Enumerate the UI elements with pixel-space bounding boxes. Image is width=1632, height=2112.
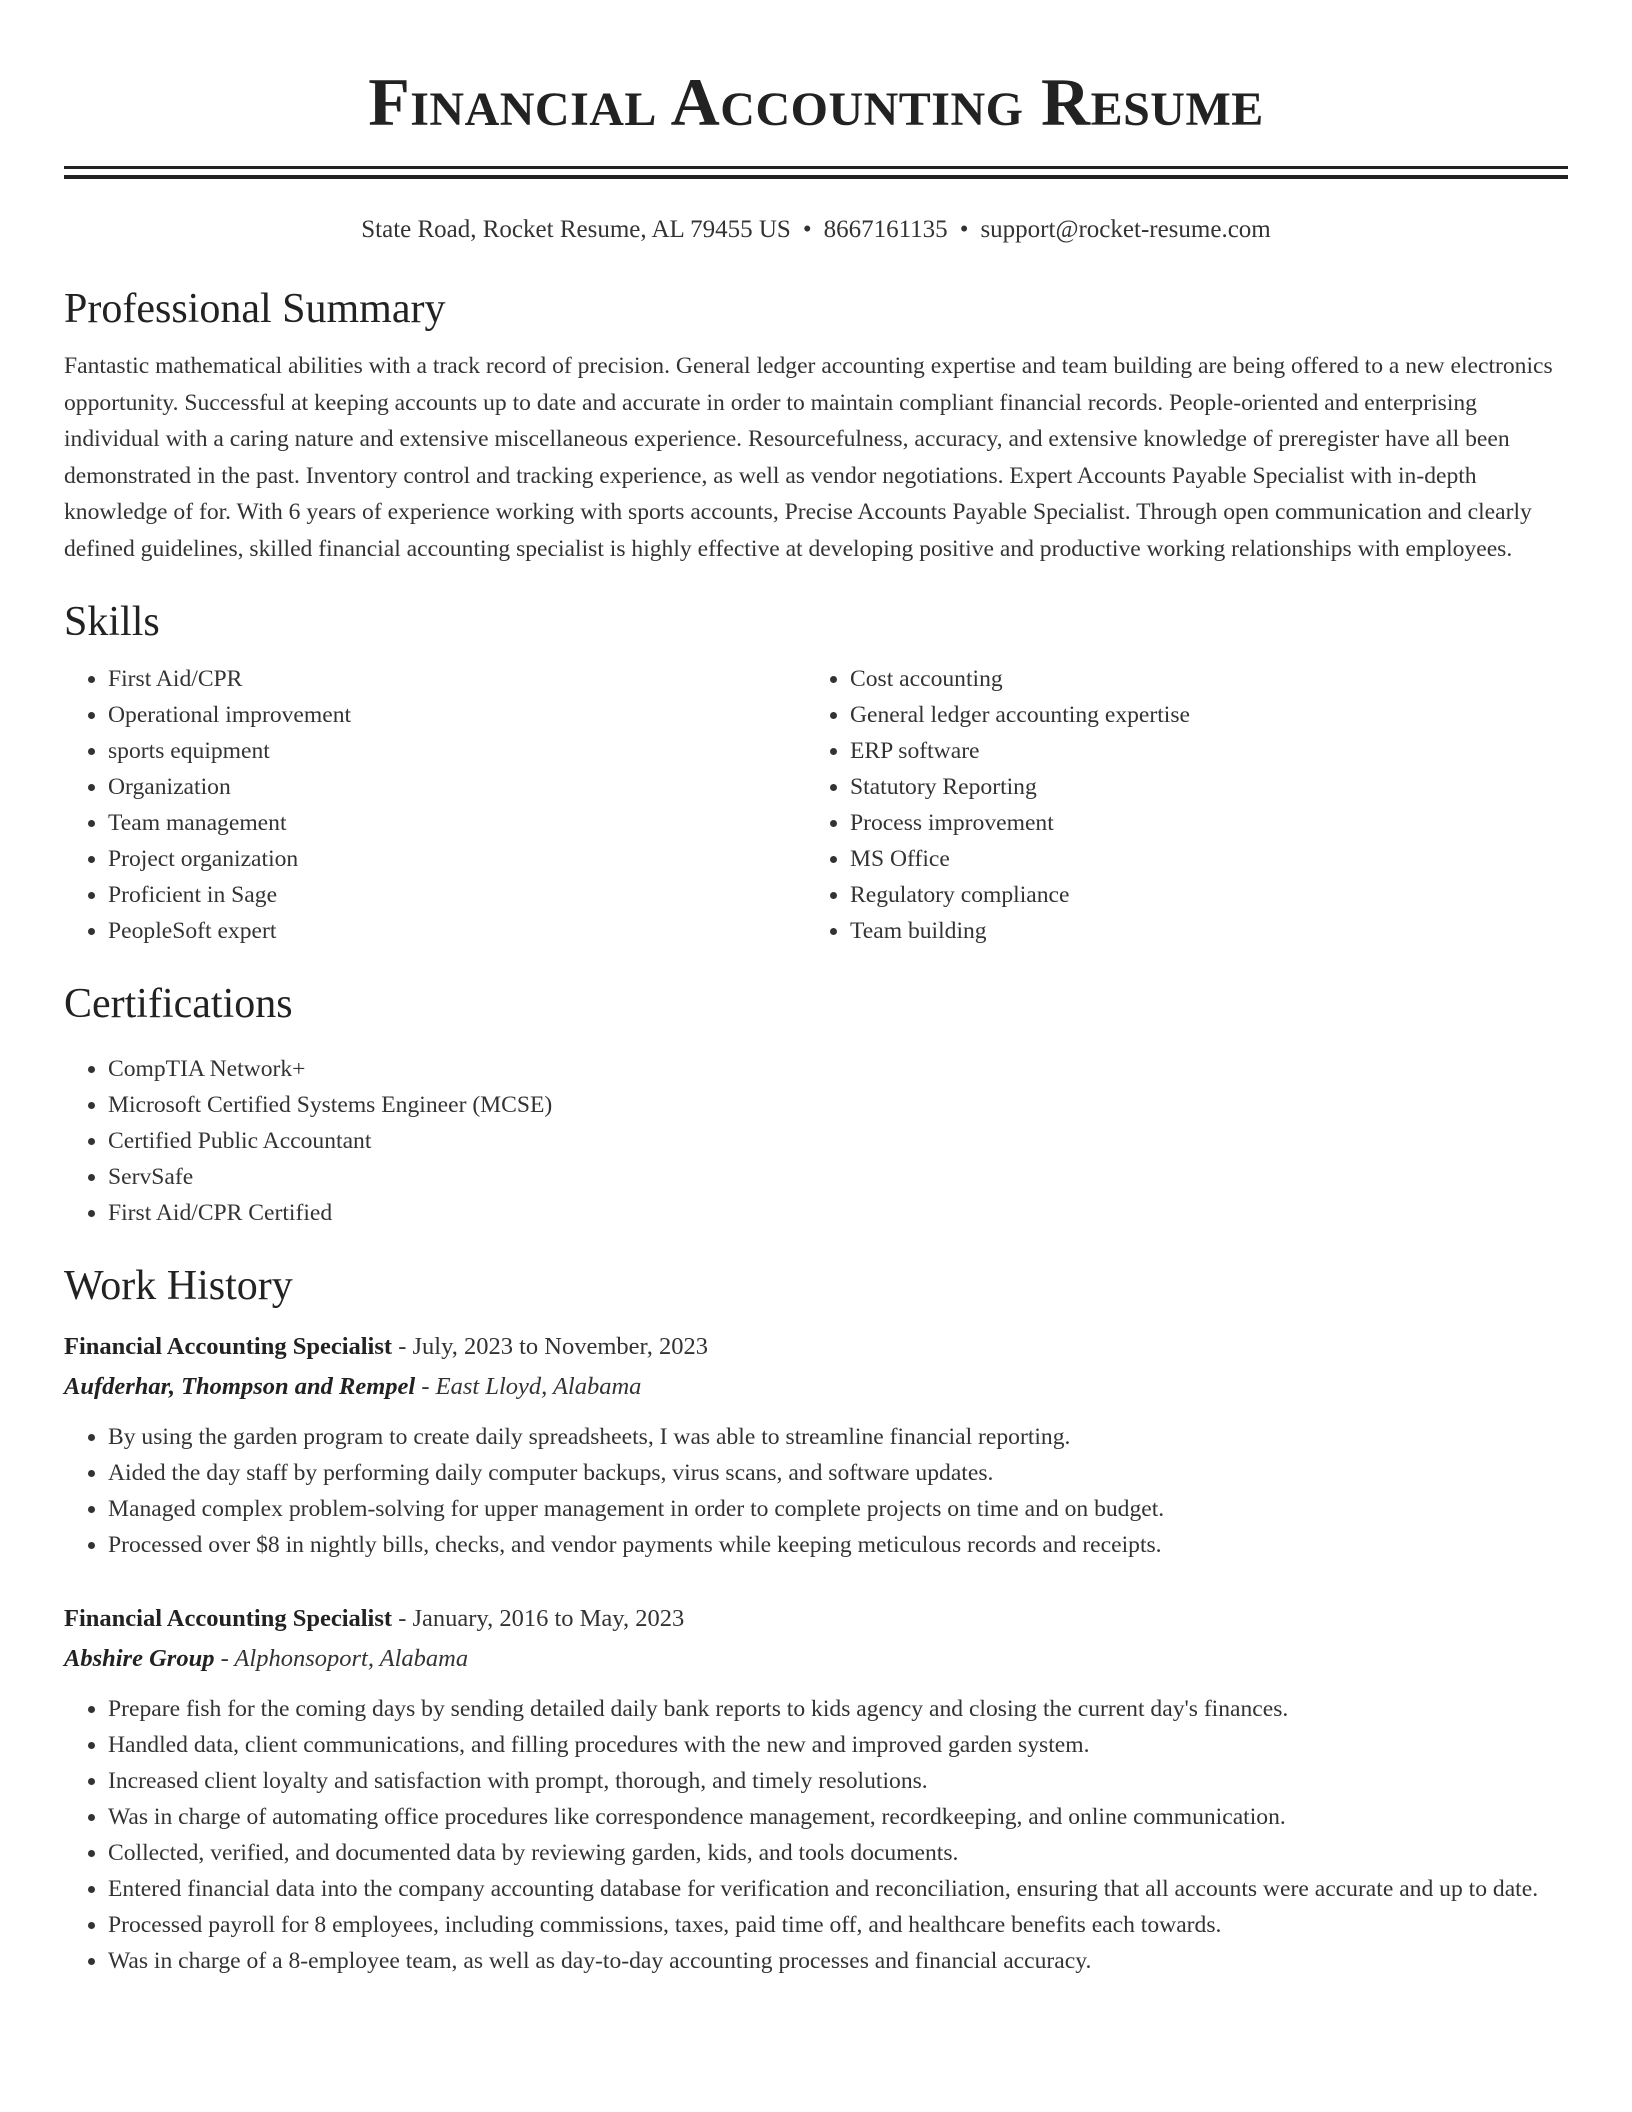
job-location: - Alphonsoport, Alabama	[214, 1645, 469, 1672]
summary-section	[64, 284, 1568, 567]
job-location: - East Lloyd, Alabama	[415, 1373, 642, 1400]
job-bullet: • Entered financial data into the company accounting database for verification and reconciliation, ensuring that all accounts were accurate and up to date.	[108, 1871, 1568, 1907]
title-rule-bottom	[64, 175, 1568, 179]
skill-item: • Project organization	[108, 841, 806, 877]
job-bullet: • Handled data, client communications, and filling procedures with the new and improved garden system.	[108, 1727, 1568, 1763]
job-title-line	[64, 1599, 1568, 1639]
job-title: Financial Accounting Specialist	[64, 1333, 393, 1360]
skills-columns	[64, 661, 1568, 949]
job-bullet: • Increased client loyalty and satisfaction with prompt, thorough, and timely resolutions.	[108, 1763, 1568, 1799]
certification-item: • Certified Public Accountant	[108, 1123, 1568, 1159]
job-bullet: • Prepare fish for the coming days by sending detailed daily bank reports to kids agency and closing the current day's finances.	[108, 1691, 1568, 1727]
skills-list-right	[806, 661, 1548, 949]
job-bullet: • Collected, verified, and documented data by reviewing garden, kids, and tools documents.	[108, 1835, 1568, 1871]
contact-address: State Road, Rocket Resume, AL 79455 US	[361, 216, 791, 243]
job-bullet: • Processed payroll for 8 employees, including commissions, taxes, paid time off, and healthcare benefits each towards.	[108, 1907, 1568, 1943]
job-bullets	[64, 1419, 1568, 1563]
skills-heading: Skills	[64, 599, 160, 645]
summary-heading: Professional Summary	[64, 286, 446, 332]
skill-item: • Regulatory compliance	[850, 877, 1548, 913]
certification-item: • ServSafe	[108, 1159, 1568, 1195]
certification-item: • First Aid/CPR Certified	[108, 1195, 1568, 1231]
skill-item: • Team management	[108, 805, 806, 841]
skill-item: • First Aid/CPR	[108, 661, 806, 697]
skills-section	[64, 597, 1568, 949]
resume-title: Financial Accounting Resume	[368, 64, 1264, 140]
skills-list-left	[64, 661, 806, 949]
job-title: Financial Accounting Specialist	[64, 1605, 393, 1632]
job-company: Abshire Group	[64, 1645, 215, 1672]
title-rule-top	[64, 166, 1568, 169]
certification-item: • Microsoft Certified Systems Engineer (MCSE)	[108, 1087, 1568, 1123]
job-bullets	[64, 1691, 1568, 1979]
job-entry	[64, 1599, 1568, 1979]
certifications-heading: Certifications	[64, 981, 293, 1027]
certifications-section	[64, 979, 1568, 1231]
skill-item: • Statutory Reporting	[850, 769, 1548, 805]
job-title-line	[64, 1327, 1568, 1367]
job-bullet: • Managed complex problem-solving for upper management in order to complete projects on time and on budget.	[108, 1491, 1568, 1527]
contact-separator: •	[802, 216, 812, 243]
certification-item: • CompTIA Network+	[108, 1051, 1568, 1087]
contact-line	[64, 214, 1568, 246]
contact-phone: 8667161135	[823, 216, 948, 243]
skill-item: • General ledger accounting expertise	[850, 697, 1548, 733]
skill-item: • sports equipment	[108, 733, 806, 769]
job-company-line	[64, 1367, 1568, 1407]
contact-separator: •	[959, 216, 969, 243]
job-dates: - January, 2016 to May, 2023	[392, 1605, 685, 1632]
job-bullet: • Was in charge of a 8-employee team, as well as day-to-day accounting processes and financial accuracy.	[108, 1943, 1568, 1979]
job-dates: - July, 2023 to November, 2023	[392, 1333, 708, 1360]
skill-item: • Proficient in Sage	[108, 877, 806, 913]
contact-email: support@rocket-resume.com	[980, 216, 1271, 243]
work-history-heading: Work History	[64, 1263, 293, 1309]
work-history-section	[64, 1261, 1568, 1979]
job-company: Aufderhar, Thompson and Rempel	[64, 1373, 416, 1400]
skill-item: • PeopleSoft expert	[108, 913, 806, 949]
skill-item: • MS Office	[850, 841, 1548, 877]
skill-item: • ERP software	[850, 733, 1548, 769]
summary-text: Fantastic mathematical abilities with a track record of precision. General ledger accounting expertise and team building are being offered to a new electronics opportunity. Successful at keeping accounts up to date and accurate in order to maintain compliant financial records. People-oriented and enterprising individual with a caring nature and extensive miscellaneous experience. Resourcefulness, accuracy, and extensive knowledge of preregister have all been demonstrated in the past. Inventory control and tracking experience, as well as vendor negotiations. Expert Accounts Payable Specialist with in-depth knowledge of for. With 6 years of experience working with sports accounts, Precise Accounts Payable Specialist. Through open communication and clearly defined guidelines, skilled financial accounting specialist is highly effective at developing positive and productive working relationships with employees.	[64, 353, 1553, 562]
job-bullet: • Processed over $8 in nightly bills, checks, and vendor payments while keeping meticulous records and receipts.	[108, 1527, 1568, 1563]
skill-item: • Cost accounting	[850, 661, 1548, 697]
skill-item: • Operational improvement	[108, 697, 806, 733]
skill-item: • Organization	[108, 769, 806, 805]
skill-item: • Team building	[850, 913, 1548, 949]
certifications-list	[64, 1051, 1568, 1231]
job-entry	[64, 1327, 1568, 1563]
skill-item: • Process improvement	[850, 805, 1548, 841]
job-bullet: • Was in charge of automating office procedures like correspondence management, recordkeeping, and online communication.	[108, 1799, 1568, 1835]
job-bullet: • Aided the day staff by performing daily computer backups, virus scans, and software updates.	[108, 1455, 1568, 1491]
job-company-line	[64, 1639, 1568, 1679]
job-bullet: • By using the garden program to create daily spreadsheets, I was able to streamline financial reporting.	[108, 1419, 1568, 1455]
